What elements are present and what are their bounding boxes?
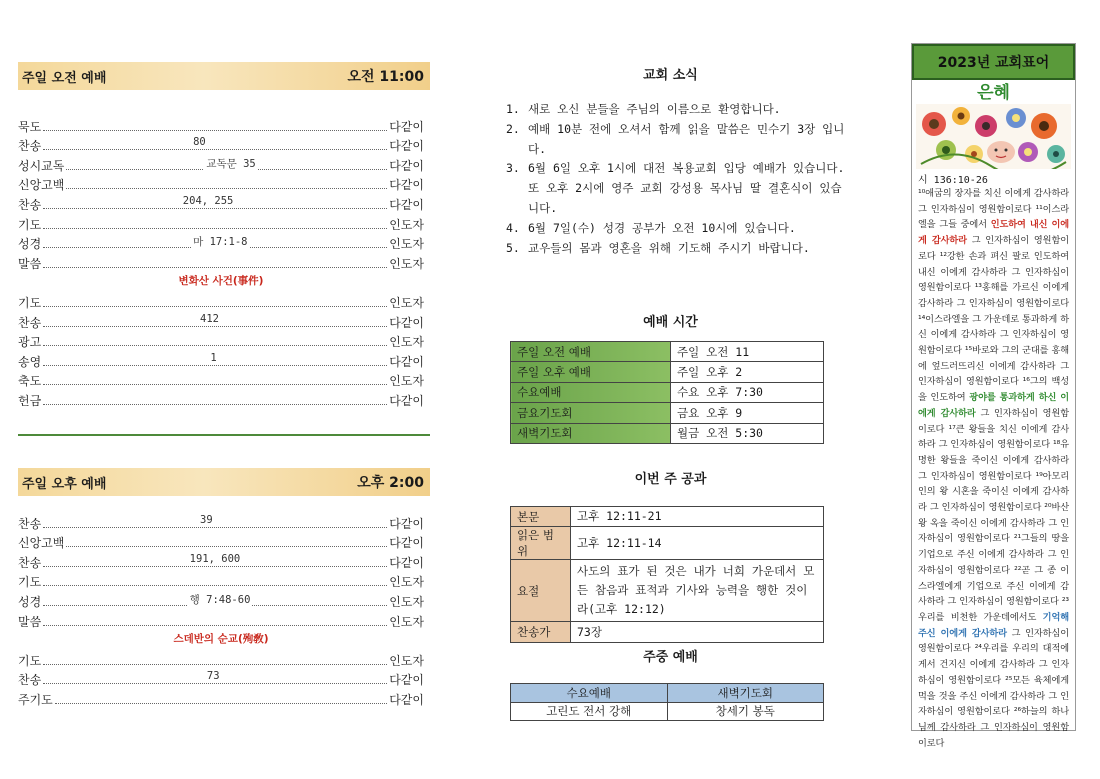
order-item-name: 말씀 xyxy=(18,614,42,629)
order-item-person: 다같이 xyxy=(389,692,424,707)
table-value: 73장 xyxy=(571,622,824,642)
news-title: 교회 소식 xyxy=(643,68,698,83)
order-item-person: 다같이 xyxy=(389,119,424,134)
order-item-name: 신앙고백 xyxy=(18,536,65,551)
midweek-value-dawn: 창세기 봉독 xyxy=(667,702,824,721)
dot-leader xyxy=(43,384,387,385)
afternoon-service-header xyxy=(18,468,430,496)
dot-leader xyxy=(43,312,387,327)
flower-illustration xyxy=(916,104,1071,169)
news-text: 새로 오신 분들을 주님의 이름으로 환영합니다. xyxy=(528,102,781,116)
order-item-person: 다같이 xyxy=(389,536,424,551)
order-row xyxy=(18,610,424,630)
dot-leader xyxy=(43,625,387,626)
lesson-title: 이번 주 공과 xyxy=(634,472,707,487)
order-item-detail: 39 xyxy=(200,513,213,526)
news-item xyxy=(506,219,846,239)
order-item-person: 인도자 xyxy=(389,237,424,252)
news-list xyxy=(506,100,846,258)
table-row xyxy=(511,382,824,402)
news-item xyxy=(506,239,846,259)
order-row xyxy=(18,512,424,532)
order-item-detail: 1 xyxy=(210,351,217,364)
dot-leader xyxy=(43,194,387,209)
order-row xyxy=(18,669,424,689)
table-value: 고후 12:11-14 xyxy=(571,527,824,560)
order-row xyxy=(18,551,424,571)
order-row xyxy=(18,311,424,331)
dot-leader xyxy=(66,188,387,189)
dot-leader xyxy=(43,404,387,405)
morning-service-title: 주일 오전 예배 xyxy=(22,70,107,86)
morning-items xyxy=(18,115,424,272)
order-item-name: 성시교독 xyxy=(18,158,65,173)
dot-leader xyxy=(43,130,387,131)
table-row xyxy=(511,560,824,622)
order-item-person: 인도자 xyxy=(389,217,424,232)
afternoon-sermon-title: 스데반의 순교(殉敎) xyxy=(173,632,269,645)
dot-leader xyxy=(43,236,387,249)
morning-service-time: 오전 11:00 xyxy=(347,69,424,85)
order-row xyxy=(18,532,424,552)
order-item-person: 다같이 xyxy=(389,673,424,688)
order-row xyxy=(18,350,424,370)
morning-order xyxy=(18,115,424,409)
order-row xyxy=(18,571,424,591)
highlight-red: 인도하여 내신 이에게 감사하라 xyxy=(918,219,1069,247)
dot-leader xyxy=(43,593,387,606)
order-item-detail: 80 xyxy=(193,136,206,149)
table-key: 수요예배 xyxy=(511,382,671,402)
order-item-name: 기도 xyxy=(18,217,42,232)
order-item-detail: 마 17:1-8 xyxy=(193,236,248,249)
table-key: 본문 xyxy=(511,507,571,527)
table-key: 새벽기도회 xyxy=(511,423,671,443)
order-item-person: 인도자 xyxy=(389,295,424,310)
dot-leader xyxy=(43,664,387,665)
news-text: 6월 7일(수) 성경 공부가 오전 10시에 있습니다. xyxy=(528,220,796,235)
afternoon-items-after xyxy=(18,649,424,708)
order-item-name: 성경 xyxy=(18,594,42,609)
order-item-person: 인도자 xyxy=(389,653,424,668)
midweek-table xyxy=(510,683,824,721)
dot-leader xyxy=(43,552,387,567)
order-item-person: 인도자 xyxy=(389,374,424,389)
dot-leader xyxy=(66,157,387,170)
news-number: 5. xyxy=(506,240,520,255)
highlight-blue: 기억해 주신 이에게 감사하라 xyxy=(918,611,1069,639)
midweek-header-wed: 수요예배 xyxy=(511,684,668,703)
dot-leader xyxy=(66,546,387,547)
table-value: 주일 오후 2 xyxy=(671,362,824,382)
order-row xyxy=(18,590,424,610)
order-item-person: 다같이 xyxy=(389,354,424,369)
table-value: 수요 오후 7:30 xyxy=(671,382,824,402)
order-item-detail: 73 xyxy=(206,670,220,683)
table-key: 요절 xyxy=(511,560,571,622)
order-row xyxy=(18,193,424,213)
table-value: 고후 12:11-21 xyxy=(571,507,824,527)
order-item-detail: 행 7:48-60 xyxy=(189,593,251,606)
afternoon-items xyxy=(18,512,424,630)
table-value: 주일 오전 11 xyxy=(671,342,824,362)
order-item-name: 성경 xyxy=(18,237,42,252)
table-value: 사도의 표가 된 것은 내가 너희 가운데서 모든 참음과 표적과 기사와 능력을 행한 것이라(고후 12:12) xyxy=(571,560,824,622)
order-row xyxy=(18,174,424,194)
order-row xyxy=(18,389,424,409)
order-item-person: 다같이 xyxy=(389,516,424,531)
order-item-person: 인도자 xyxy=(389,594,424,609)
morning-items-after xyxy=(18,291,424,409)
midweek-value-wed: 고린도 전서 강해 xyxy=(511,702,668,721)
news-item xyxy=(506,100,846,120)
order-item-person: 다같이 xyxy=(389,139,424,154)
order-item-name: 찬송 xyxy=(18,516,42,531)
order-item-person: 다같이 xyxy=(389,393,424,408)
afternoon-service-time: 오후 2:00 xyxy=(357,475,424,491)
order-item-name: 찬송 xyxy=(18,197,42,212)
dot-leader xyxy=(43,136,387,150)
table-value: 월금 오전 5:30 xyxy=(671,423,824,443)
order-item-person: 인도자 xyxy=(389,335,424,350)
order-row xyxy=(18,291,424,311)
psalm-text: ¹⁰애굽의 장자를 치신 이에게 감사하라 그 인자하심이 영원함이로다 ¹¹이스라엘을 그들 중에서 인도하여 내신 이에게 감사하라 그 인자하심이 영원함이로다 ¹²강한 손과 펴신 팔로 인도하여 내신 이에게 감사하라 그 인자하심이 영원함이로다 ¹³홍해를 가르신 이에게 감사하라 그 인자하심이 영원함이로다 ¹⁴이스라엘을 그 가운데로 통과하게 하신 이에게 감사하라 그 인자하심이 영원함이로다 ¹⁵바로와 그의 군대를 홍해에 엎드러뜨리신 이에게 감사하라 그 인자하심이 영원함이로다 ¹⁶그의 백성을 인도하여 광야를 통과하게 하신 이에게 감사하라 그 인자하심이 영원함이로다 ¹⁷큰 왕들을 치신 이에게 감사하라 그 인자하심이 영원함이로다 ¹⁸유명한 왕들을 죽이신 이에게 감사하라 그 인자하심이 영원함이로다 ¹⁹아모리인의 왕 시혼을 죽이신 이에게 감사하라 그 인자하심이 영원함이로다 ²⁰바산 왕 옥을 죽이신 이에게 감사하라 그 인자하심이 영원함이로다 ²¹그들의 땅을 기업으로 주신 이에게 감사하라 그 인자하심이 영원함이로다 ²²곧 그 종 이스라엘에게 기업으로 주신 이에게 감사하라 그 인자하심이 영원함이로다 ²³우리를 비천한 가운데에서도 기억해 주신 이에게 감사하라 그 인자하심이 영원함이로다 ²⁴우리를 우리의 대적에게서 건지신 이에게 감사하라 그 인자하심이 영원함이로다 ²⁵모든 육체에게 먹을 것을 주신 이에게 감사하라 그 인자하심이 영원함이로다 ²⁶하늘의 하나님께 감사하라 그 인자하심이 영원함이로다 xyxy=(918,188,1069,749)
table-row xyxy=(511,507,824,527)
order-item-name: 주기도 xyxy=(18,692,53,707)
afternoon-order xyxy=(18,512,424,708)
order-item-detail: 교독문 35 xyxy=(206,157,256,170)
afternoon-service-title: 주일 오후 예배 xyxy=(22,476,107,492)
schedule-title: 예배 시간 xyxy=(643,315,698,330)
news-text: 예배 10분 전에 오셔서 함께 읽을 말씀은 민수기 3장 입니다. xyxy=(528,121,845,156)
order-item-detail: 191, 600 xyxy=(189,552,241,565)
order-item-name: 묵도 xyxy=(18,119,42,134)
motto-word: 은혜 xyxy=(977,83,1010,103)
order-item-name: 찬송 xyxy=(18,315,42,330)
highlight-green: 광야를 통과하게 하신 이에게 감사하라 xyxy=(918,392,1069,419)
order-item-name: 말씀 xyxy=(18,256,42,271)
morning-service-header xyxy=(18,62,430,90)
news-number: 1. xyxy=(506,102,520,116)
table-row xyxy=(511,622,824,642)
dot-leader xyxy=(43,345,387,346)
dot-leader xyxy=(43,228,387,229)
news-item xyxy=(506,120,846,160)
news-number: 2. xyxy=(506,121,520,136)
table-key: 읽은 범위 xyxy=(511,527,571,560)
order-item-person: 다같이 xyxy=(389,158,424,173)
order-item-person: 인도자 xyxy=(389,575,424,590)
order-item-name: 찬송 xyxy=(18,673,42,688)
section-divider xyxy=(18,434,430,436)
scripture-reference: 시 136:10-26 xyxy=(918,175,988,186)
lesson-table xyxy=(510,506,824,643)
order-item-name: 기도 xyxy=(18,653,42,668)
order-item-name: 찬송 xyxy=(18,139,42,154)
order-row xyxy=(18,233,424,253)
order-row xyxy=(18,154,424,174)
order-item-person: 다같이 xyxy=(389,178,424,193)
order-item-person: 다같이 xyxy=(389,197,424,212)
order-item-person: 인도자 xyxy=(389,256,424,271)
dot-leader xyxy=(43,306,387,307)
order-row xyxy=(18,370,424,390)
news-text: 교우들의 몸과 영혼을 위해 기도해 주시기 바랍니다. xyxy=(528,240,810,255)
table-row xyxy=(511,342,824,362)
order-row xyxy=(18,331,424,351)
table-row xyxy=(511,423,824,443)
order-item-name: 헌금 xyxy=(18,393,42,408)
midweek-header-dawn: 새벽기도회 xyxy=(667,684,824,703)
order-row xyxy=(18,649,424,669)
news-text: 6월 6일 오후 1시에 대전 복용교회 입당 예배가 있습니다. 또 오후 2시에 영주 교회 강성용 목사님 딸 결혼식이 있습니다. xyxy=(528,161,845,215)
order-item-name: 기도 xyxy=(18,295,42,310)
motto-bar xyxy=(912,44,1075,80)
table-key: 찬송가 xyxy=(511,622,571,642)
table-row xyxy=(511,403,824,423)
order-item-detail: 204, 255 xyxy=(182,194,234,207)
order-item-person: 인도자 xyxy=(389,614,424,629)
news-item xyxy=(506,159,846,218)
order-item-name: 찬송 xyxy=(18,555,42,570)
dot-leader xyxy=(43,351,387,366)
dot-leader xyxy=(43,267,387,268)
dot-leader xyxy=(43,670,387,684)
order-item-detail: 412 xyxy=(200,312,219,325)
motto-bar-title: 2023년 교회표어 xyxy=(937,55,1050,71)
schedule-table xyxy=(510,341,824,444)
midweek-title: 주중 예배 xyxy=(643,650,698,665)
motto-panel xyxy=(911,43,1076,749)
order-item-name: 신앙고백 xyxy=(18,178,65,193)
table-value: 금요 오후 9 xyxy=(671,403,824,423)
dot-leader xyxy=(55,703,387,704)
order-item-name: 송영 xyxy=(18,354,42,369)
order-item-person: 다같이 xyxy=(389,315,424,330)
order-row xyxy=(18,115,424,135)
order-row xyxy=(18,252,424,272)
order-item-name: 광고 xyxy=(18,335,42,350)
order-item-person: 다같이 xyxy=(389,555,424,570)
dot-leader xyxy=(43,585,387,586)
news-number: 3. xyxy=(506,161,520,176)
order-row xyxy=(18,135,424,155)
news-number: 4. xyxy=(506,220,520,235)
table-row xyxy=(511,527,824,560)
order-item-name: 기도 xyxy=(18,575,42,590)
morning-sermon-title: 변화산 사건(事件) xyxy=(178,274,264,287)
table-row xyxy=(511,362,824,382)
table-key: 주일 오전 예배 xyxy=(511,342,671,362)
dot-leader xyxy=(43,513,387,528)
order-row xyxy=(18,213,424,233)
table-key: 금요기도회 xyxy=(511,403,671,423)
order-item-name: 축도 xyxy=(18,374,42,389)
order-row xyxy=(18,688,424,708)
table-key: 주일 오후 예배 xyxy=(511,362,671,382)
